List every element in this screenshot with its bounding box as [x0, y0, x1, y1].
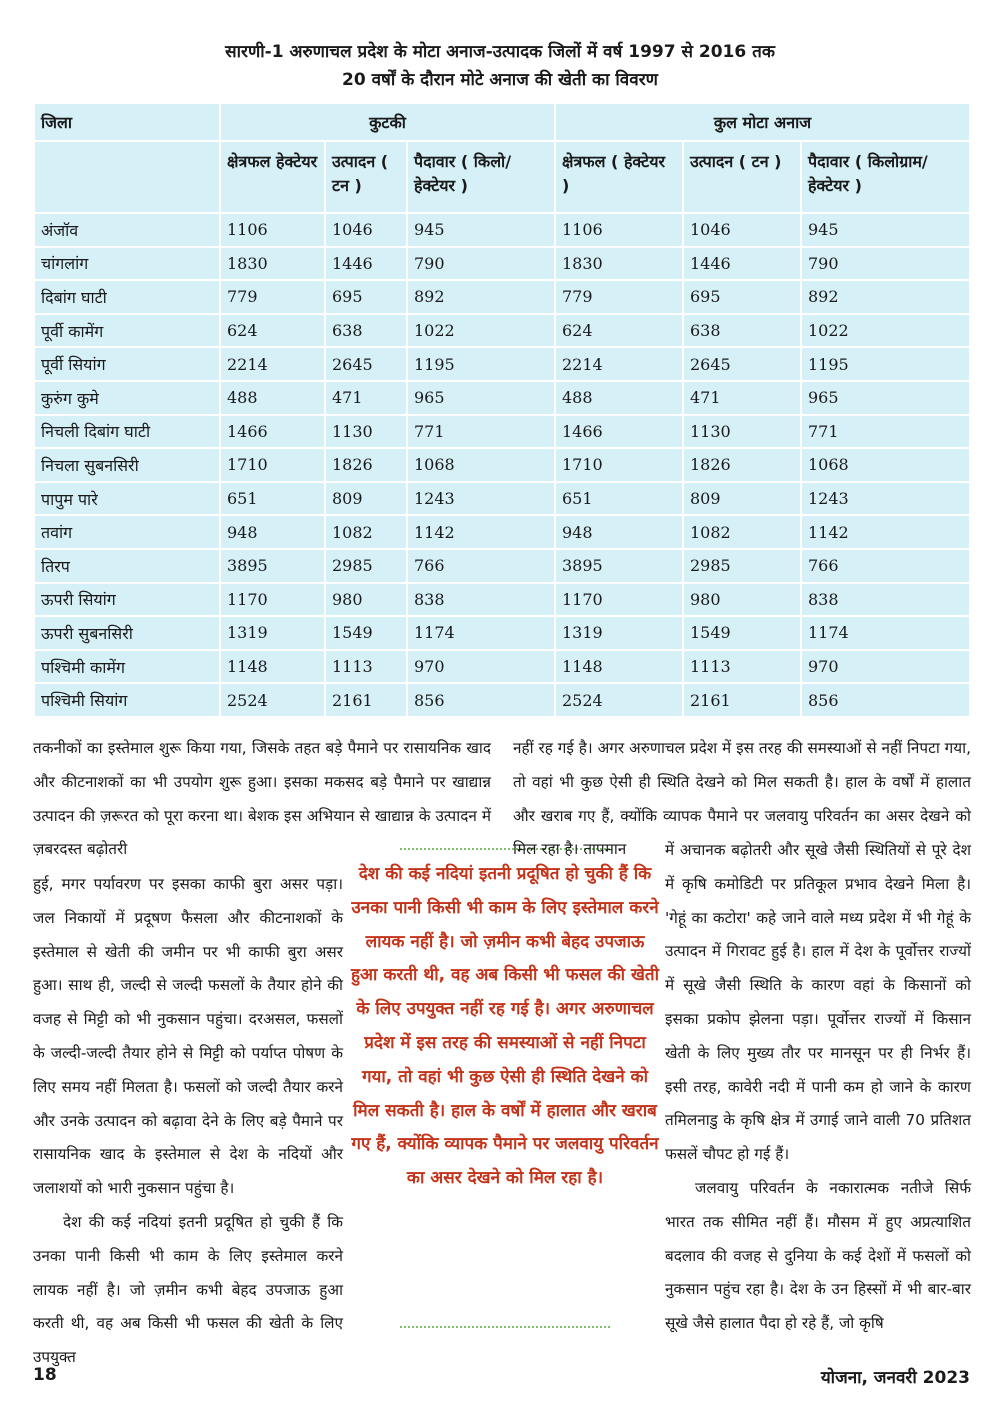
- table-row: [34, 482, 970, 516]
- table-row: [34, 583, 970, 617]
- value-cell: 771: [407, 415, 555, 449]
- paragraph: जलवायु परिवर्तन के नकारात्मक नतीजे सिर्फ भारत तक सीमित नहीं हैं। मौसम में हुए अप्रत्याशित बदलाव की वजह से दुनिया के कई देशों में फसलों को नुकसान पहुंच रहा है। देश के उन हिस्सों में भी बार-बार सूखे जैसे हालात पैदा हो रहे हैं, जो कृषि: [665, 1178, 971, 1333]
- value-cell: 1446: [325, 247, 407, 281]
- table-row: [34, 314, 970, 348]
- district-cell: पापुम पारे: [34, 482, 220, 516]
- district-cell: चांगलांग: [34, 247, 220, 281]
- value-cell: 2524: [220, 683, 325, 717]
- subheader-yield: पैदावार ( किलो/ हेक्टेयर ): [407, 141, 555, 213]
- district-cell: ऊपरी सियांग: [34, 583, 220, 617]
- value-cell: 1148: [220, 650, 325, 684]
- paragraph: तकनीकों का इस्तेमाल शुरू किया गया, जिसके तहत बड़े पैमाने पर रासायनिक खाद और कीटनाशकों का भी उपयोग शुरू हुआ। इसका मकसद बड़े पैमाने पर खाद्यान्न उत्पादन की ज़रूरत को पूरा करना था। बेशक इस अभियान से खाद्यान्न के उत्पादन में ज़बरदस्त बढ़ोतरी: [33, 739, 491, 859]
- value-cell: 695: [683, 280, 801, 314]
- value-cell: 2985: [325, 549, 407, 583]
- value-cell: 1046: [683, 213, 801, 247]
- magazine-issue: योजना, जनवरी 2023: [820, 1368, 970, 1388]
- value-cell: 651: [555, 482, 683, 516]
- table-row: [34, 213, 970, 247]
- district-cell: निचली दिबांग घाटी: [34, 415, 220, 449]
- table-row: [34, 683, 970, 717]
- value-cell: 1826: [683, 448, 801, 482]
- value-cell: 1170: [555, 583, 683, 617]
- value-cell: 2985: [683, 549, 801, 583]
- table-title: [40, 38, 960, 94]
- table-row: [34, 381, 970, 415]
- value-cell: 779: [555, 280, 683, 314]
- header-total-millet: कुल मोटा अनाज: [555, 103, 970, 141]
- value-cell: 1319: [555, 616, 683, 650]
- value-cell: 1549: [683, 616, 801, 650]
- value-cell: 892: [801, 280, 970, 314]
- table-row: [34, 650, 970, 684]
- table-title-line1: सारणी-1 अरुणाचल प्रदेश के मोटा अनाज-उत्पादक जिलों में वर्ष 1997 से 2016 तक: [225, 42, 775, 62]
- table-row: [34, 247, 970, 281]
- value-cell: 771: [801, 415, 970, 449]
- value-cell: 471: [325, 381, 407, 415]
- value-cell: 838: [801, 583, 970, 617]
- table-row: [34, 448, 970, 482]
- value-cell: 2524: [555, 683, 683, 717]
- value-cell: 638: [683, 314, 801, 348]
- table-row: [34, 347, 970, 381]
- subheader-yield-total: पैदावार ( किलोग्राम/ हेक्टेयर ): [801, 141, 970, 213]
- value-cell: 1148: [555, 650, 683, 684]
- pull-quote-text: देश की कई नदियां इतनी प्रदूषित हो चुकी हैं कि उनका पानी किसी भी काम के लिए इस्तेमाल करने लायक नहीं है। जो ज़मीन कभी बेहद उपजाऊ हुआ करती थी, वह अब किसी भी फसल की खेती के लिए उपयुक्त नहीं रह गई है। अगर अरुणाचल प्रदेश में इस तरह की समस्याओं से नहीं निपटा गया, तो वहां भी कुछ ऐसी ही स्थिति देखने को मिल सकती है। हाल के वर्षों में हालात और खराब गए हैं, क्योंकि व्यापक पैमाने पर जलवायु परिवर्तन का असर देखने को मिल रहा है।: [351, 864, 659, 1189]
- district-cell: ऊपरी सुबनसिरी: [34, 616, 220, 650]
- value-cell: 1082: [325, 515, 407, 549]
- value-cell: 892: [407, 280, 555, 314]
- value-cell: 790: [407, 247, 555, 281]
- value-cell: 1466: [220, 415, 325, 449]
- value-cell: 980: [325, 583, 407, 617]
- table-title-line2: 20 वर्षों के दौरान मोटे अनाज की खेती का विवरण: [342, 70, 658, 90]
- header-kutki: कुटकी: [220, 103, 555, 141]
- value-cell: 1466: [555, 415, 683, 449]
- column-left-top: [33, 732, 491, 867]
- value-cell: 1142: [801, 515, 970, 549]
- value-cell: 1174: [801, 616, 970, 650]
- district-cell: कुरुंग कुमे: [34, 381, 220, 415]
- value-cell: 1195: [801, 347, 970, 381]
- value-cell: 766: [801, 549, 970, 583]
- value-cell: 1142: [407, 515, 555, 549]
- value-cell: 638: [325, 314, 407, 348]
- header-district: जिला: [34, 103, 220, 141]
- value-cell: 1170: [220, 583, 325, 617]
- value-cell: 970: [801, 650, 970, 684]
- value-cell: 1710: [220, 448, 325, 482]
- district-cell: निचला सुबनसिरी: [34, 448, 220, 482]
- table-row: [34, 280, 970, 314]
- value-cell: 948: [555, 515, 683, 549]
- value-cell: 488: [220, 381, 325, 415]
- subheader-area-total: क्षेत्रफल ( हेक्टेयर ): [555, 141, 683, 213]
- value-cell: 1113: [683, 650, 801, 684]
- value-cell: 1082: [683, 515, 801, 549]
- value-cell: 1022: [407, 314, 555, 348]
- district-cell: अंजॉव: [34, 213, 220, 247]
- value-cell: 695: [325, 280, 407, 314]
- value-cell: 970: [407, 650, 555, 684]
- value-cell: 1446: [683, 247, 801, 281]
- subheader-production-total: उत्पादन ( टन ): [683, 141, 801, 213]
- value-cell: 856: [801, 683, 970, 717]
- value-cell: 945: [801, 213, 970, 247]
- district-cell: पश्चिमी सियांग: [34, 683, 220, 717]
- value-cell: 1243: [407, 482, 555, 516]
- value-cell: 809: [683, 482, 801, 516]
- value-cell: 945: [407, 213, 555, 247]
- value-cell: 965: [407, 381, 555, 415]
- district-cell: दिबांग घाटी: [34, 280, 220, 314]
- value-cell: 488: [555, 381, 683, 415]
- value-cell: 1130: [325, 415, 407, 449]
- table-row: [34, 515, 970, 549]
- value-cell: 1195: [407, 347, 555, 381]
- value-cell: 1022: [801, 314, 970, 348]
- table-row: [34, 415, 970, 449]
- value-cell: 1826: [325, 448, 407, 482]
- value-cell: 2645: [683, 347, 801, 381]
- value-cell: 965: [801, 381, 970, 415]
- paragraph: हुई, मगर पर्यावरण पर इसका काफी बुरा असर पड़ा। जल निकायों में प्रदूषण फैसला और कीटनाशकों के इस्तेमाल से खेती की जमीन पर भी काफी बुरा असर हुआ। साथ ही, जल्दी से जल्दी फसलों के तैयार होने की वजह से मिट्टी को भी नुकसान पहुंचा। दरअसल, फसलों के जल्दी-जल्दी तैयार होने से मिट्टी को पर्याप्त पोषण के लिए समय नहीं मिलता है। फसलों को जल्दी तैयार करने और उनके उत्पादन को बढ़ावा देने के लिए बड़े पैमाने पर रासायनिक खाद के इस्तेमाल से देश के नदियों और जलाशयों को भारी नुकसान पहुंचा है।: [33, 875, 343, 1198]
- value-cell: 790: [801, 247, 970, 281]
- district-cell: पूर्वी सियांग: [34, 347, 220, 381]
- pull-quote: [350, 848, 660, 1328]
- value-cell: 3895: [555, 549, 683, 583]
- table-row: [34, 616, 970, 650]
- value-cell: 1319: [220, 616, 325, 650]
- value-cell: 1549: [325, 616, 407, 650]
- paragraph: नहीं रह गई है। अगर अरुणाचल प्रदेश में इस तरह की समस्याओं से नहीं निपटा गया, तो वहां भी कुछ ऐसी ही स्थिति देखने को मिल सकती है। हाल के वर्षों में हालात और खराब गए हैं, क्योंकि व्यापक पैमाने पर जलवायु परिवर्तन का असर देखने को मिल रहा है। तापमान: [513, 739, 971, 859]
- value-cell: 1130: [683, 415, 801, 449]
- value-cell: 1113: [325, 650, 407, 684]
- district-cell: पूर्वी कामेंग: [34, 314, 220, 348]
- value-cell: 1106: [220, 213, 325, 247]
- paragraph: में अचानक बढ़ोतरी और सूखे जैसी स्थितियों से पूरे देश में कृषि कमोडिटी पर प्रतिकूल प्रभाव देखने मिला है। 'गेहूं का कटोरा' कहे जाने वाले मध्य प्रदेश में भी गेहूं के उत्पादन में गिरावट हुई है। हाल में देश के पूर्वोत्तर राज्यों में सूखे जैसी स्थिति के कारण वहां के किसानों को इसका प्रकोप झेलना पड़ा। पूर्वोत्तर राज्यों में किसान खेती के लिए मुख्य तौर पर मानसून पर ही निर्भर हैं। इसी तरह, कावेरी नदी में पानी कम हो जाने के कारण तमिलनाडु के कृषि क्षेत्र में उगाई जाने वाली 70 प्रतिशत फसलें चौपट हो गई हैं।: [665, 841, 971, 1164]
- value-cell: 3895: [220, 549, 325, 583]
- district-cell: पश्चिमी कामेंग: [34, 650, 220, 684]
- table-row: [34, 549, 970, 583]
- value-cell: 856: [407, 683, 555, 717]
- subheader-production: उत्पादन ( टन ): [325, 141, 407, 213]
- value-cell: 2645: [325, 347, 407, 381]
- column-left: [33, 868, 343, 1375]
- page-number: 18: [33, 1365, 57, 1385]
- quote-bottom-rule: [400, 1326, 610, 1328]
- value-cell: 1106: [555, 213, 683, 247]
- value-cell: 2161: [325, 683, 407, 717]
- header-district-blank: [34, 141, 220, 213]
- value-cell: 809: [325, 482, 407, 516]
- value-cell: 1243: [801, 482, 970, 516]
- district-cell: तवांग: [34, 515, 220, 549]
- value-cell: 2214: [220, 347, 325, 381]
- subheader-area: क्षेत्रफल हेक्टेयर: [220, 141, 325, 213]
- value-cell: 779: [220, 280, 325, 314]
- value-cell: 1174: [407, 616, 555, 650]
- value-cell: 2214: [555, 347, 683, 381]
- value-cell: 766: [407, 549, 555, 583]
- value-cell: 948: [220, 515, 325, 549]
- value-cell: 1068: [801, 448, 970, 482]
- value-cell: 651: [220, 482, 325, 516]
- value-cell: 1830: [555, 247, 683, 281]
- value-cell: 1068: [407, 448, 555, 482]
- value-cell: 624: [220, 314, 325, 348]
- value-cell: 1830: [220, 247, 325, 281]
- district-cell: तिरप: [34, 549, 220, 583]
- millet-table: [33, 102, 971, 718]
- value-cell: 838: [407, 583, 555, 617]
- value-cell: 1710: [555, 448, 683, 482]
- value-cell: 2161: [683, 683, 801, 717]
- value-cell: 1046: [325, 213, 407, 247]
- column-right: [665, 834, 971, 1341]
- value-cell: 471: [683, 381, 801, 415]
- paragraph: देश की कई नदियां इतनी प्रदूषित हो चुकी हैं कि उनका पानी किसी भी काम के लिए इस्तेमाल करने लायक नहीं है। जो ज़मीन कभी बेहद उपजाऊ हुआ करती थी, वह अब किसी भी फसल की खेती के लिए उपयुक्त: [33, 1212, 343, 1367]
- value-cell: 624: [555, 314, 683, 348]
- value-cell: 980: [683, 583, 801, 617]
